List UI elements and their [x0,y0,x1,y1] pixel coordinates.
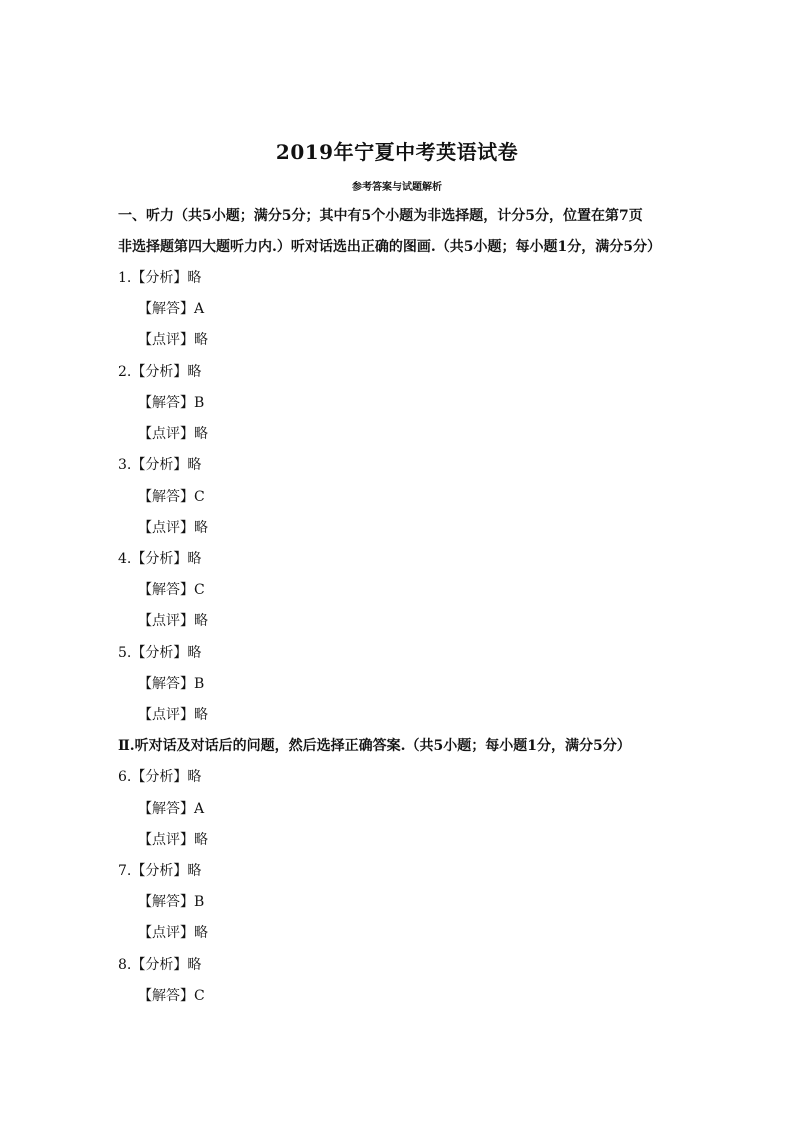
question-7-analysis [118,861,201,881]
section-2-heading: Ⅱ.听对话及对话后的问题，然后选择正确答案.（共5小题；每小题1分，满分5分） [118,738,631,754]
question-1-analysis [118,268,201,288]
question-7-answer [138,892,204,912]
answer-label: 【解答】 [138,582,194,598]
answer-value: A [194,801,205,817]
section-1-heading [118,201,678,263]
answer-value: B [194,676,205,692]
answer-label: 【解答】 [138,301,194,317]
question-3-comment: 【点评】略 [138,520,208,536]
question-6-answer [138,799,204,819]
section-1-line-2: 非选择题第四大题听力内.）听对话选出正确的图画.（共5小题；每小题1分，满分5分） [118,239,661,255]
question-number: 8. [118,957,132,973]
question-2-analysis [118,362,201,382]
analysis-label: 【分析】略 [131,769,202,785]
page-subtitle: 参考答案与试题解析 [352,182,442,193]
question-number: 2. [118,364,132,380]
question-2-comment: 【点评】略 [138,426,208,442]
answer-value: A [194,301,205,317]
question-4-answer [138,580,205,600]
question-number: 5. [118,645,132,661]
question-3-answer [138,487,205,507]
question-8-analysis [118,955,201,975]
question-1-comment: 【点评】略 [138,332,208,348]
answer-label: 【解答】 [138,395,194,411]
answer-value: C [194,582,205,598]
analysis-label: 【分析】略 [131,457,202,473]
question-6-analysis [118,767,201,787]
section-1-line-1: 一、听力（共5小题；满分5分；其中有5个小题为非选择题，计分5分，位置在第7页 [118,208,643,224]
answer-value: C [194,988,205,1004]
question-6-comment: 【点评】略 [138,832,208,848]
answer-label: 【解答】 [138,489,194,505]
question-5-comment: 【点评】略 [138,707,208,723]
question-5-answer [138,674,204,694]
answer-label: 【解答】 [138,676,194,692]
question-2-answer [138,393,204,413]
analysis-label: 【分析】略 [131,863,202,879]
question-number: 3. [118,457,132,473]
question-number: 1. [118,270,132,286]
analysis-label: 【分析】略 [131,364,202,380]
answer-label: 【解答】 [138,988,194,1004]
question-number: 6. [118,769,132,785]
question-7-comment: 【点评】略 [138,925,208,941]
question-number: 4. [118,551,132,567]
question-1-answer [138,299,204,319]
analysis-label: 【分析】略 [131,551,202,567]
question-5-analysis [118,643,201,663]
analysis-label: 【分析】略 [131,270,202,286]
question-8-answer [138,986,205,1006]
question-3-analysis [118,455,201,475]
answer-label: 【解答】 [138,801,194,817]
answer-value: B [194,894,205,910]
question-number: 7. [118,863,132,879]
question-4-analysis [118,549,201,569]
analysis-label: 【分析】略 [131,645,202,661]
answer-value: C [194,489,205,505]
answer-label: 【解答】 [138,894,194,910]
answer-value: B [194,395,205,411]
page-title: 2019年宁夏中考英语试卷 [275,140,519,164]
question-4-comment: 【点评】略 [138,613,208,629]
analysis-label: 【分析】略 [131,957,202,973]
